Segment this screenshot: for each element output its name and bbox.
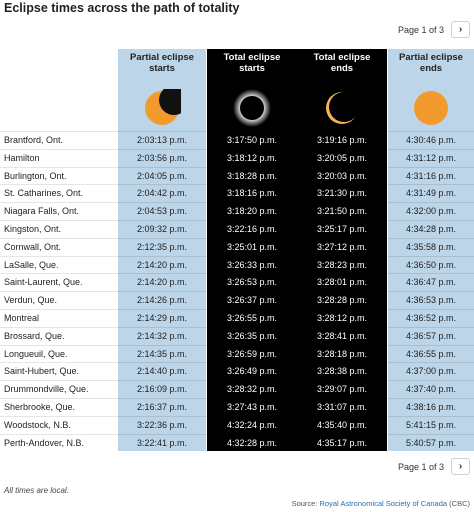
time-cell: 4:35:40 p.m. [316, 419, 368, 430]
time-cell: 2:16:09 p.m. [136, 384, 188, 395]
time-cell: 3:17:50 p.m. [226, 135, 278, 145]
time-cell: 4:35:17 p.m. [316, 437, 368, 448]
time-cell: 3:21:30 p.m. [316, 188, 368, 199]
city-name: Hamilton [4, 152, 40, 163]
table-row [0, 380, 474, 398]
time-cell: 4:37:00 p.m. [405, 366, 457, 377]
page-indicator-bottom: Page 1 of 3 [397, 461, 444, 472]
table-row [0, 309, 474, 327]
city-name: St. Catharines, Ont. [4, 188, 84, 199]
city-name: LaSalle, Que. [4, 259, 59, 270]
time-cell: 3:22:16 p.m. [226, 223, 278, 234]
time-cell: 3:20:03 p.m. [316, 170, 368, 181]
header-partial-start: Partial eclipse starts [130, 52, 194, 74]
table-row [0, 202, 474, 220]
time-cell: 2:14:26 p.m. [136, 295, 188, 306]
time-cell: 3:25:01 p.m. [226, 241, 278, 252]
time-cell: 4:31:49 p.m. [405, 188, 457, 199]
time-cell: 3:25:17 p.m. [316, 223, 368, 234]
time-cell: 3:26:59 p.m. [226, 348, 278, 359]
time-cell: 2:04:05 p.m. [136, 170, 188, 181]
source-credit [292, 499, 470, 508]
time-cell: 5:41:15 p.m. [405, 419, 457, 430]
time-cell: 4:32:00 p.m. [405, 206, 457, 217]
time-cell: 3:28:28 p.m. [316, 295, 368, 306]
time-cell: 3:28:18 p.m. [316, 348, 368, 359]
time-cell: 2:09:32 p.m. [136, 223, 188, 234]
footnote: All times are local. [4, 486, 69, 495]
time-cell: 4:38:16 p.m. [405, 401, 457, 412]
time-cell: 3:26:55 p.m. [226, 312, 278, 323]
time-cell: 3:26:35 p.m. [226, 330, 278, 341]
city-name: Perth-Andover, N.B. [4, 437, 85, 448]
pagination-bottom [398, 458, 470, 475]
city-name: Woodstock, N.B. [4, 419, 71, 430]
time-cell: 2:14:35 p.m. [136, 348, 188, 359]
pagination-top [398, 21, 470, 38]
time-cell: 2:14:40 p.m. [136, 366, 188, 377]
time-cell: 3:26:33 p.m. [226, 259, 278, 270]
city-name: Kingston, Ont. [4, 223, 62, 234]
time-cell: 4:36:47 p.m. [405, 277, 457, 288]
time-cell: 2:04:53 p.m. [136, 206, 188, 217]
time-cell: 2:16:37 p.m. [136, 401, 188, 412]
time-cell: 2:14:20 p.m. [136, 277, 188, 288]
table-row [0, 167, 474, 185]
table-row [0, 220, 474, 238]
time-cell: 3:28:01 p.m. [316, 277, 368, 288]
page-title: Eclipse times across the path of totality [4, 1, 240, 15]
table-body [0, 131, 474, 451]
time-cell: 4:36:53 p.m. [405, 295, 457, 306]
table-row [0, 398, 474, 416]
table-row [0, 362, 474, 380]
city-name: Niagara Falls, Ont. [4, 206, 80, 217]
time-cell: 4:37:40 p.m. [405, 384, 457, 395]
time-cell: 2:14:32 p.m. [136, 330, 188, 341]
table-row [0, 345, 474, 363]
header-partial-end: Partial eclipse ends [399, 52, 463, 74]
time-cell: 3:26:53 p.m. [226, 277, 278, 288]
source-prefix: Source: [291, 499, 320, 508]
table-row [0, 416, 474, 434]
table-header [0, 49, 474, 131]
page-indicator: Page 1 of 3 [397, 24, 444, 35]
time-cell: 3:28:38 p.m. [316, 366, 368, 377]
time-cell: 3:28:12 p.m. [316, 312, 368, 323]
time-cell: 2:12:35 p.m. [136, 241, 188, 252]
time-cell: 4:32:24 p.m. [226, 419, 278, 430]
chevron-right-icon: › [458, 461, 463, 472]
time-cell: 3:18:20 p.m. [226, 206, 278, 217]
time-cell: 3:27:43 p.m. [226, 401, 278, 412]
source-suffix: (CBC) [447, 499, 470, 508]
table-row [0, 327, 474, 345]
city-name: Verdun, Que. [4, 295, 58, 306]
time-cell: 2:03:13 p.m. [136, 135, 188, 145]
time-cell: 3:28:41 p.m. [316, 330, 368, 341]
time-cell: 3:31:07 p.m. [316, 401, 368, 412]
time-cell: 3:22:36 p.m. [136, 419, 188, 430]
city-name: Burlington, Ont. [4, 170, 67, 181]
chevron-right-icon: › [458, 24, 463, 35]
time-cell: 3:29:07 p.m. [316, 384, 368, 395]
time-cell: 5:40:57 p.m. [405, 437, 457, 448]
table-row [0, 291, 474, 309]
time-cell: 3:28:32 p.m. [226, 384, 278, 395]
city-name: Cornwall, Ont. [4, 241, 62, 252]
city-name: Sherbrooke, Que. [4, 401, 76, 412]
time-cell: 3:18:28 p.m. [226, 170, 278, 181]
time-cell: 4:31:16 p.m. [405, 170, 457, 181]
total-eclipse-end-icon [323, 89, 361, 127]
city-name: Saint-Laurent, Que. [4, 277, 83, 288]
time-cell: 3:18:16 p.m. [226, 188, 278, 199]
time-cell: 4:35:58 p.m. [405, 241, 457, 252]
time-cell: 3:27:12 p.m. [316, 241, 368, 252]
time-cell: 3:21:50 p.m. [316, 206, 368, 217]
time-cell: 3:19:16 p.m. [316, 135, 368, 145]
time-cell: 4:30:46 p.m. [405, 135, 457, 145]
time-cell: 2:03:56 p.m. [136, 152, 188, 163]
time-cell: 3:26:37 p.m. [226, 295, 278, 306]
city-name: Drummondville, Que. [4, 384, 89, 395]
time-cell: 4:31:12 p.m. [405, 152, 457, 163]
time-cell: 3:26:49 p.m. [226, 366, 278, 377]
source-link[interactable]: Royal Astronomical Society of Canada [319, 499, 448, 508]
city-name: Longueuil, Que. [4, 348, 68, 359]
time-cell: 4:36:50 p.m. [405, 259, 457, 270]
city-name: Montreal [4, 312, 40, 323]
next-page-button[interactable] [451, 21, 470, 38]
time-cell: 3:22:41 p.m. [136, 437, 188, 448]
city-name: Saint-Hubert, Que. [4, 366, 80, 377]
time-cell: 2:14:20 p.m. [136, 259, 188, 270]
next-page-button-bottom[interactable] [451, 458, 470, 475]
header-total-start: Total eclipse starts [223, 52, 281, 74]
time-cell: 4:36:52 p.m. [405, 312, 457, 323]
city-name: Brossard, Que. [4, 330, 65, 341]
header-total-end: Total eclipse ends [313, 52, 371, 74]
table-row [0, 434, 474, 452]
table-row [0, 256, 474, 274]
partial-eclipse-start-icon [143, 89, 181, 127]
city-name: Brantford, Ont. [4, 135, 64, 145]
time-cell: 3:28:23 p.m. [316, 259, 368, 270]
table-row [0, 149, 474, 167]
table-row [0, 184, 474, 202]
time-cell: 4:36:57 p.m. [405, 330, 457, 341]
table-row [0, 273, 474, 291]
time-cell: 3:18:12 p.m. [226, 152, 278, 163]
time-cell: 4:36:55 p.m. [405, 348, 457, 359]
table-row [0, 238, 474, 256]
time-cell: 4:34:28 p.m. [405, 223, 457, 234]
time-cell: 2:14:29 p.m. [136, 312, 188, 323]
time-cell: 4:32:28 p.m. [226, 437, 278, 448]
partial-eclipse-end-icon [412, 89, 450, 127]
table-row [0, 131, 474, 149]
total-eclipse-start-icon [233, 89, 271, 127]
time-cell: 3:20:05 p.m. [316, 152, 368, 163]
time-cell: 2:04:42 p.m. [136, 188, 188, 199]
